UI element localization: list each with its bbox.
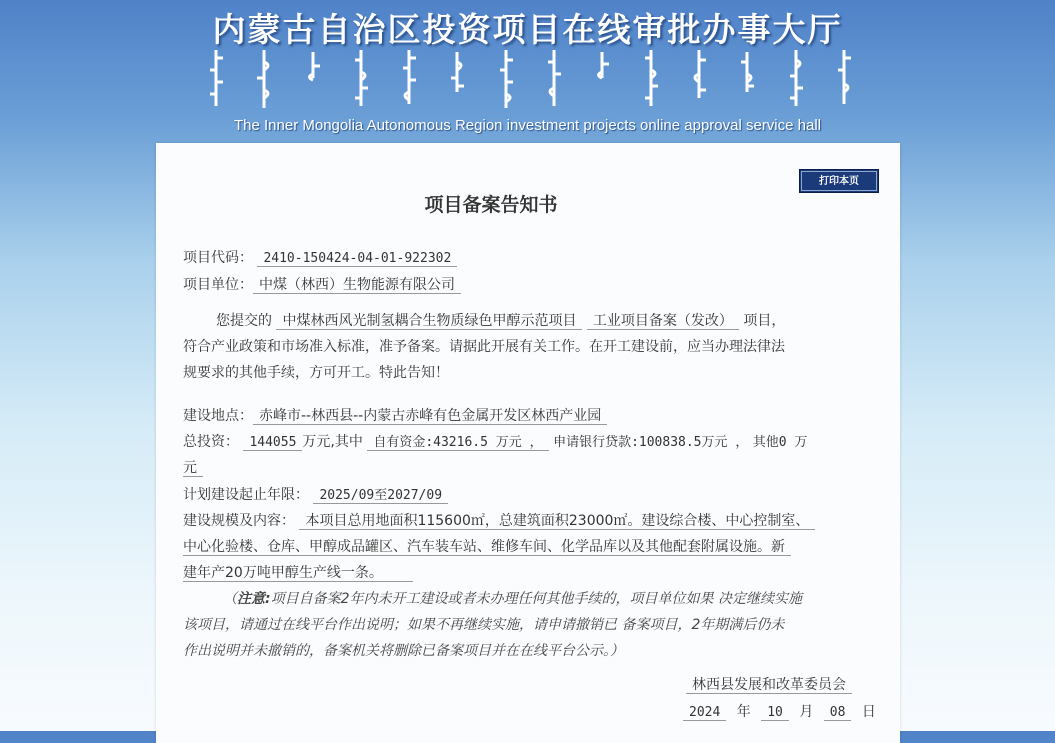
scale-line-2: 中心化验楼、仓库、甲醇成品罐区、汽车装车站、维修车间、化学品库以及其他配套附属设施。新	[183, 539, 791, 556]
self-funds: 自有资金:43216.5 万元 ，	[367, 435, 548, 451]
year-label: 年	[736, 704, 751, 720]
document-title: 项目备案告知书	[424, 194, 558, 216]
notice-document	[156, 143, 900, 743]
project-code-value: 2410-150424-04-01-922302	[257, 251, 457, 267]
project-unit-label: 项目单位：	[183, 277, 253, 293]
investment-label: 总投资：	[183, 434, 239, 450]
day-label: 日	[861, 704, 876, 720]
date-year: 2024	[683, 705, 726, 721]
period-row	[183, 484, 448, 504]
bank-loan: 申请银行贷款:100838.5万元 ，	[553, 435, 749, 450]
approval-paragraph	[183, 308, 873, 386]
body-line-3: 规要求的其他手续，方可开工。特此告知！	[183, 365, 449, 381]
body-suffix: 项目，	[743, 313, 786, 329]
authority-row	[686, 674, 852, 694]
notice-line-2: 该项目，请通过在线平台作出说明；如果不再继续实施，请申请撤销已 备案项目，2年期满后仍未	[183, 617, 785, 633]
project-code-row	[183, 247, 457, 267]
scale-row-2	[183, 536, 791, 556]
period-value: 2025/09至2027/09	[313, 488, 448, 504]
other-funds-unit: 元	[183, 460, 203, 477]
notice-line-3: 作出说明并未撤销的，备案机关将删除已备案项目并在在线平台公示。）	[183, 643, 624, 659]
scale-label: 建设规模及内容：	[183, 513, 295, 529]
scale-line-1: 本项目总用地面积115600㎡，总建筑面积23000㎡。建设综合楼、中心控制室、	[299, 513, 815, 530]
issuing-authority: 林西县发展和改革委员会	[686, 677, 852, 694]
investment-unit: 万元,其中	[302, 434, 363, 450]
project-code-label: 项目代码：	[183, 250, 253, 266]
notice-open-paren: （	[223, 591, 237, 607]
body-line-2: 符合产业政策和市场准入标准，准予备案。请据此开展有关工作。在开工建设前，应当办理法律法	[183, 339, 785, 355]
project-name: 中煤林西风光制氢耦合生物质绿色甲醇示范项目	[276, 313, 582, 330]
notice-bold: 注意:	[237, 591, 271, 607]
mongolian-script-title	[205, 48, 855, 110]
body-prefix: 您提交的	[216, 313, 272, 329]
location-value: 赤峰市--林西县--内蒙古赤峰有色金属开发区林西产业园	[253, 408, 607, 425]
location-row	[183, 405, 607, 425]
period-label: 计划建设起止年限：	[183, 487, 309, 503]
investment-row	[183, 431, 807, 451]
scale-line-3: 建年产20万吨甲醇生产线一条。	[183, 565, 413, 582]
project-type: 工业项目备案（发改）	[587, 313, 739, 330]
scale-row-1	[183, 510, 815, 530]
investment-row-cont	[183, 457, 203, 477]
investment-value: 144055	[243, 435, 302, 451]
site-subtitle: The Inner Mongolia Autonomous Region investment projects online approval service hall	[234, 117, 821, 134]
header-banner	[0, 0, 1055, 142]
other-funds: 其他0 万	[752, 435, 808, 450]
notice-paragraph	[183, 586, 875, 664]
date-month: 10	[761, 705, 789, 721]
month-label: 月	[799, 704, 814, 720]
date-day: 08	[824, 705, 852, 721]
project-unit-row	[183, 274, 461, 294]
notice-line-1: 项目自备案2年内未开工建设或者未办理任何其他手续的，项目单位如果 决定继续实施	[270, 591, 802, 607]
project-unit-value: 中煤（林西）生物能源有限公司	[253, 277, 461, 294]
print-button[interactable]: 打印本页	[799, 169, 879, 193]
date-row	[683, 701, 882, 721]
scale-row-3	[183, 562, 413, 582]
site-title: 内蒙古自治区投资项目在线审批办事大厅	[212, 10, 843, 49]
location-label: 建设地点：	[183, 408, 253, 424]
